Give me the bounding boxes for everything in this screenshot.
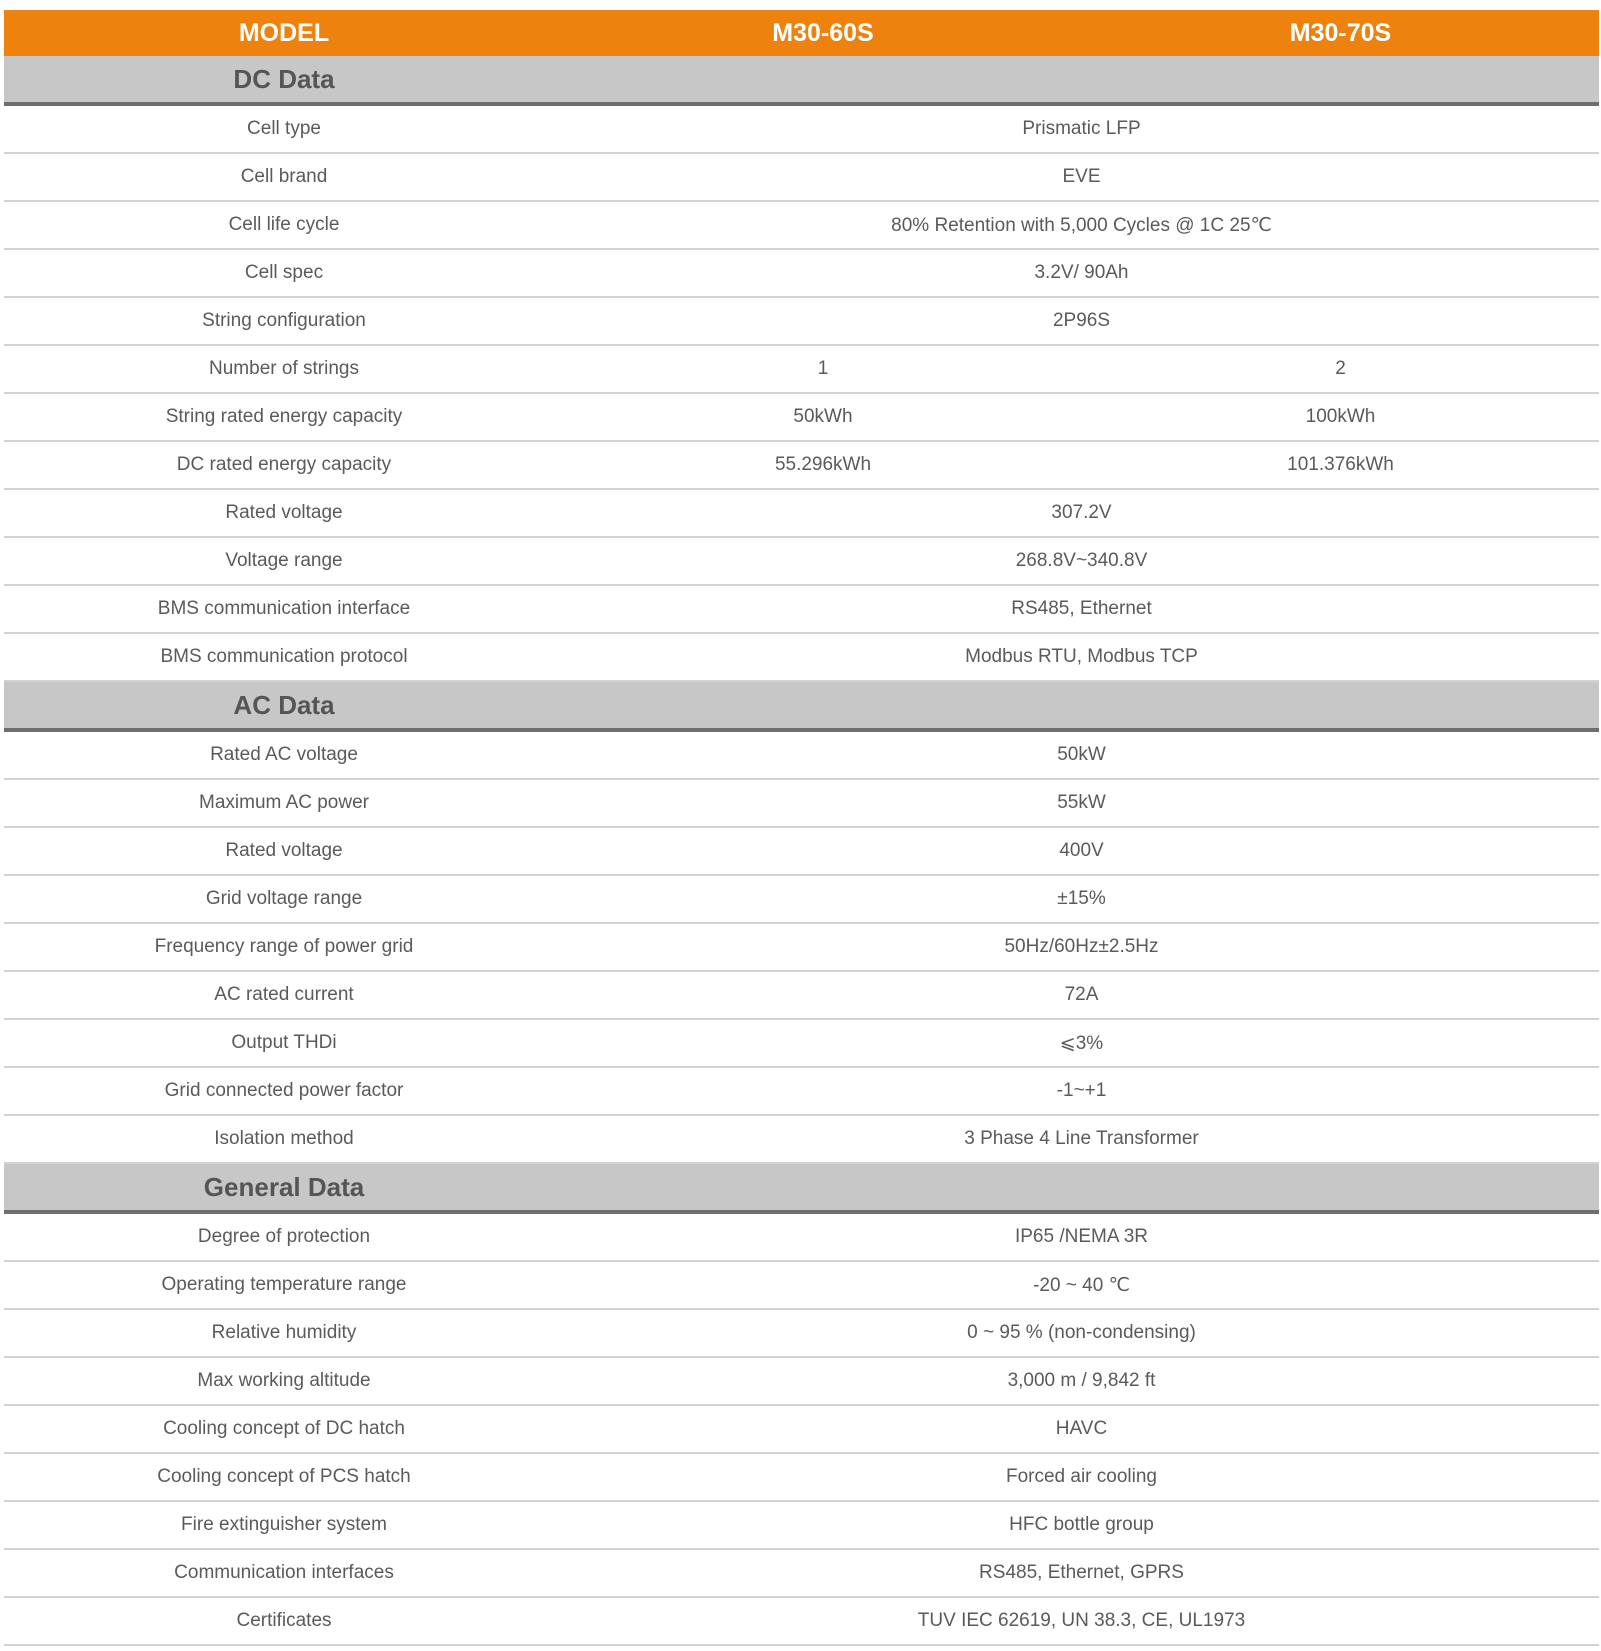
- row-label: Relative humidity: [211, 1322, 357, 1343]
- row-value-shared: 50kW: [1057, 744, 1106, 765]
- row-label: Frequency range of power grid: [154, 936, 414, 957]
- row-value-shared: RS485, Ethernet, GPRS: [979, 1562, 1184, 1583]
- row-value-m30-60s: 1: [817, 358, 829, 379]
- row-value-shared: HAVC: [1055, 1418, 1108, 1439]
- row-value-shared: 268.8V~340.8V: [1015, 550, 1148, 571]
- row-label: Rated voltage: [225, 840, 343, 861]
- table-row: [4, 1262, 1599, 1310]
- row-label: Grid connected power factor: [164, 1080, 404, 1101]
- row-value-shared: 80% Retention with 5,000 Cycles @ 1C 25℃: [891, 214, 1272, 236]
- model-m30-70s-header: M30-70S: [1289, 18, 1392, 47]
- row-value-shared: EVE: [1062, 166, 1101, 187]
- spec-table: [4, 10, 1599, 1646]
- row-label: Cell spec: [244, 262, 324, 283]
- table-row: [4, 1358, 1599, 1406]
- table-header: [4, 10, 1599, 56]
- table-row: [4, 1406, 1599, 1454]
- row-value-shared: -20 ~ 40 ℃: [1033, 1274, 1130, 1296]
- row-value-shared: Forced air cooling: [1005, 1466, 1158, 1487]
- row-value-shared: HFC bottle group: [1009, 1514, 1154, 1535]
- table-row: [4, 106, 1599, 154]
- table-row: [4, 1214, 1599, 1262]
- row-label: BMS communication protocol: [160, 646, 408, 667]
- table-row: [4, 876, 1599, 924]
- row-label: Max working altitude: [197, 1370, 371, 1391]
- row-value-shared: 307.2V: [1051, 502, 1112, 523]
- model-header-label: MODEL: [238, 18, 330, 47]
- section-header-ac-data: [4, 682, 1599, 732]
- table-row: [4, 250, 1599, 298]
- row-value-shared: 3 Phase 4 Line Transformer: [964, 1128, 1199, 1149]
- row-label: String rated energy capacity: [165, 406, 403, 427]
- model-m30-60s-header: M30-60S: [772, 18, 874, 47]
- table-row: [4, 394, 1599, 442]
- row-value-shared: ±15%: [1057, 888, 1106, 909]
- row-value-shared: -1~+1: [1056, 1080, 1107, 1101]
- row-label: AC rated current: [214, 984, 354, 1005]
- row-value-shared: 3.2V/ 90Ah: [1034, 262, 1129, 283]
- table-row: [4, 1454, 1599, 1502]
- row-value-shared: 0 ~ 95 % (non-condensing): [967, 1322, 1196, 1343]
- row-value-shared: 55kW: [1057, 792, 1106, 813]
- row-value-shared: ⩽3%: [1059, 1032, 1104, 1054]
- row-value-shared: TUV IEC 62619, UN 38.3, CE, UL1973: [917, 1610, 1246, 1631]
- row-label: BMS communication interface: [157, 598, 411, 619]
- section-header-general-data: [4, 1164, 1599, 1214]
- row-label: DC rated energy capacity: [176, 454, 392, 475]
- table-row: [4, 1116, 1599, 1164]
- row-value-shared: Modbus RTU, Modbus TCP: [965, 646, 1198, 667]
- row-value-m30-60s: 55.296kWh: [774, 454, 872, 475]
- row-label: Cell type: [247, 118, 321, 139]
- row-label: Output THDi: [231, 1032, 337, 1053]
- table-row: [4, 972, 1599, 1020]
- table-row: [4, 442, 1599, 490]
- row-value-shared: 72A: [1064, 984, 1099, 1005]
- row-label: Voltage range: [225, 550, 343, 571]
- row-label: String configuration: [202, 310, 366, 331]
- table-row: [4, 538, 1599, 586]
- row-label: Cooling concept of PCS hatch: [157, 1466, 411, 1487]
- row-label: Grid voltage range: [205, 888, 363, 909]
- row-label: Cell life cycle: [228, 214, 340, 235]
- row-value-shared: 400V: [1059, 840, 1104, 861]
- row-label: Communication interfaces: [174, 1562, 394, 1583]
- row-value-m30-70s: 2: [1335, 358, 1346, 379]
- section-header-dc-data: [4, 56, 1599, 106]
- row-value-m30-70s: 101.376kWh: [1287, 454, 1394, 475]
- row-value-shared: RS485, Ethernet: [1011, 598, 1152, 619]
- table-row: [4, 1020, 1599, 1068]
- table-row: [4, 1068, 1599, 1116]
- table-row: [4, 490, 1599, 538]
- table-row: [4, 780, 1599, 828]
- row-label: Rated AC voltage: [210, 744, 358, 765]
- row-label: Fire extinguisher system: [181, 1514, 387, 1535]
- table-row: [4, 1502, 1599, 1550]
- table-row: [4, 732, 1599, 780]
- table-body: [4, 56, 1599, 1646]
- row-value-shared: Prismatic LFP: [1022, 118, 1141, 139]
- row-label: Maximum AC power: [199, 792, 369, 813]
- section-title: General Data: [203, 1171, 365, 1202]
- table-row: [4, 1310, 1599, 1358]
- row-label: Cooling concept of DC hatch: [163, 1418, 405, 1439]
- row-value-shared: 3,000 m / 9,842 ft: [1007, 1370, 1156, 1391]
- section-title: AC Data: [233, 689, 335, 720]
- row-value-shared: 50Hz/60Hz±2.5Hz: [1004, 936, 1159, 957]
- row-label: Rated voltage: [225, 502, 343, 523]
- table-row: [4, 202, 1599, 250]
- row-label: Number of strings: [209, 358, 359, 379]
- table-row: [4, 1550, 1599, 1598]
- row-label: Degree of protection: [197, 1226, 371, 1247]
- row-label: Certificates: [236, 1610, 332, 1631]
- table-row: [4, 634, 1599, 682]
- table-row: [4, 346, 1599, 394]
- table-row: [4, 154, 1599, 202]
- row-label: Isolation method: [214, 1128, 354, 1149]
- row-value-shared: 2P96S: [1052, 310, 1111, 331]
- row-label: Cell brand: [240, 166, 328, 187]
- row-value-m30-70s: 100kWh: [1305, 406, 1376, 427]
- table-row: [4, 1598, 1599, 1646]
- row-value-shared: IP65 /NEMA 3R: [1014, 1226, 1149, 1247]
- table-row: [4, 828, 1599, 876]
- table-row: [4, 924, 1599, 972]
- section-title: DC Data: [233, 63, 335, 94]
- table-row: [4, 298, 1599, 346]
- row-label: Operating temperature range: [161, 1274, 407, 1295]
- table-row: [4, 586, 1599, 634]
- row-value-m30-60s: 50kWh: [793, 406, 853, 427]
